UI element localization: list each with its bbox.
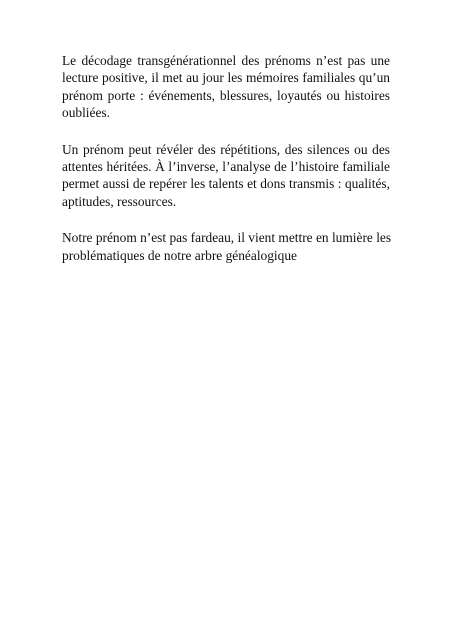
text-line: lecture positive, il met au jour les mémoires familiales qu’un [62, 70, 390, 86]
paragraph-1 [62, 52, 390, 122]
text-line: Un prénom peut révéler des répétitions, des silences ou des [62, 141, 390, 157]
text-line: permet aussi de repérer les talents et dons transmis : qualités, [62, 176, 390, 192]
text-line: prénom porte : événements, blessures, loyautés ou histoires [62, 87, 390, 103]
paragraph-2 [62, 141, 390, 211]
text-line: Le décodage transgénérationnel des prénoms n’est pas une [62, 53, 390, 68]
text-line: oubliées. [62, 105, 110, 121]
text-line: Notre prénom n’est pas fardeau, il vient mettre en lumière les [62, 230, 392, 246]
document-page [62, 52, 390, 283]
paragraph-3 [62, 229, 390, 264]
text-line: aptitudes, ressources. [62, 193, 177, 209]
text-line: problématiques de notre arbre généalogique [62, 247, 297, 263]
text-line: attentes héritées. À l’inverse, l’analyse de l’histoire familiale [62, 159, 390, 175]
